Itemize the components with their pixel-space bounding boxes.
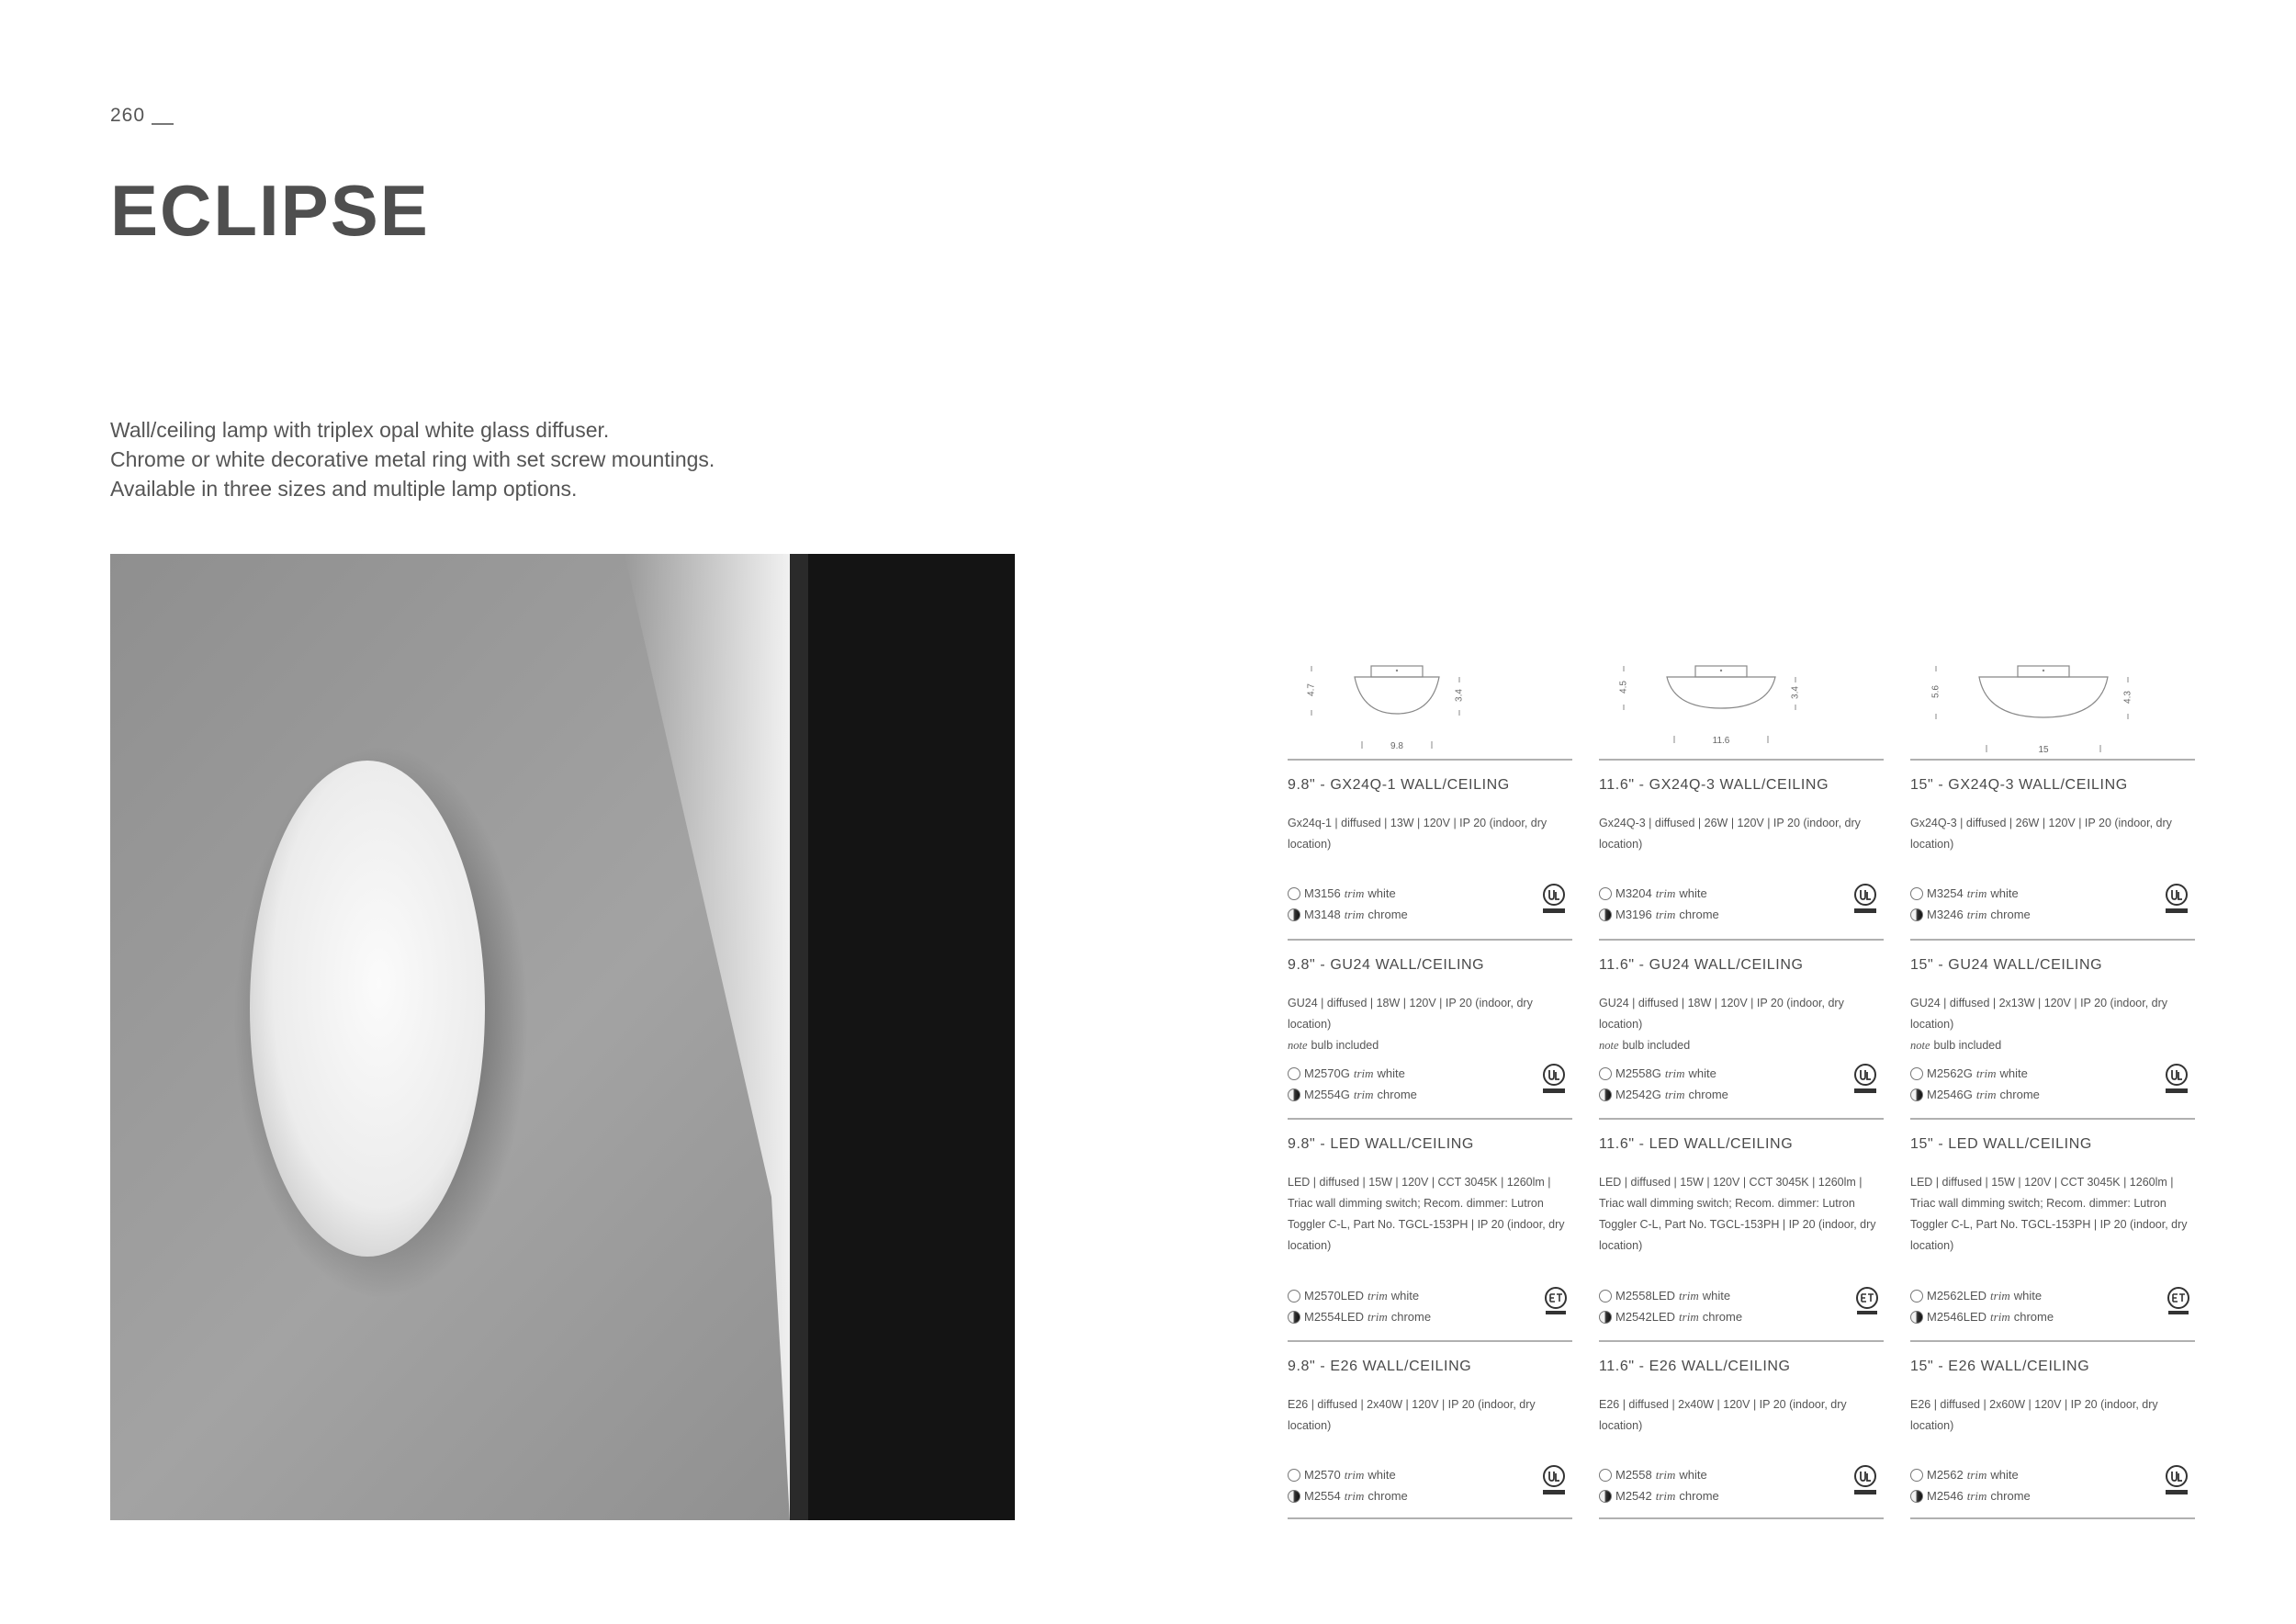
variant-chrome <box>1910 904 2195 925</box>
model-code: M2546 <box>1927 1489 1964 1503</box>
variant-white <box>1288 1063 1572 1084</box>
dimension-glass-height: 4.3 <box>2122 691 2133 704</box>
trim-label: trim <box>1990 1289 2010 1303</box>
dimension-total-height: 5.6 <box>1930 685 1941 698</box>
spec-section <box>1288 939 1572 1101</box>
model-code: M2546LED <box>1927 1310 1987 1324</box>
white-finish-swatch-icon <box>1599 887 1612 900</box>
trim-label: trim <box>1966 908 1987 921</box>
finish-label: chrome <box>1688 1088 1728 1101</box>
spec-section <box>1910 759 2195 921</box>
variant-chrome <box>1288 904 1572 925</box>
finish-label: chrome <box>2013 1310 2054 1324</box>
trim-label: trim <box>1990 1310 2010 1324</box>
chrome-finish-swatch-icon <box>1599 1311 1612 1324</box>
note-text: bulb included <box>1933 1039 2002 1052</box>
spec-description-text: LED | diffused | 15W | 120V | CCT 3045K | 1260lm | Triac wall dimming switch; Recom. dimmer: Lutron Toggler C-L, Part No. TGCL-153PH | IP 20 (indoor, dry location) <box>1599 1176 1876 1252</box>
finish-label: chrome <box>1679 908 1719 921</box>
variant-chrome <box>1910 1306 2195 1327</box>
variant-chrome <box>1599 1485 1884 1506</box>
white-finish-swatch-icon <box>1599 1067 1612 1080</box>
variant-white <box>1910 1464 2195 1485</box>
finish-label: chrome <box>1390 1310 1432 1324</box>
trim-label: trim <box>1975 1088 1997 1101</box>
model-code: M2546G <box>1927 1088 1973 1101</box>
white-finish-swatch-icon <box>1910 1290 1923 1303</box>
spec-description <box>1599 813 1884 855</box>
variant-list <box>1910 1285 2195 1327</box>
variant-white <box>1288 1285 1572 1306</box>
spec-title: 9.8" - GX24Q-1 WALL/CEILING <box>1288 777 1510 793</box>
etl-intertek-icon <box>1849 1285 1882 1321</box>
variant-chrome <box>1910 1084 2195 1105</box>
model-code: M2562 <box>1927 1468 1964 1482</box>
lamp-profile-icon <box>1598 648 1801 749</box>
model-code: M2542G <box>1615 1088 1661 1101</box>
finish-label: white <box>1390 1289 1420 1303</box>
column-bottom-rule <box>1288 1517 1572 1519</box>
finish-label: white <box>2013 1289 2043 1303</box>
trim-label: trim <box>1966 1468 1987 1482</box>
dimension-drawing <box>1910 648 2133 755</box>
dimension-drawing <box>1286 648 1479 749</box>
note-text: bulb included <box>1622 1039 1691 1052</box>
model-code: M3196 <box>1615 908 1652 921</box>
variant-list <box>1910 1464 2195 1506</box>
finish-label: chrome <box>1679 1489 1719 1503</box>
model-code: M2542LED <box>1615 1310 1676 1324</box>
spec-section <box>1910 1340 2195 1503</box>
ul-listed-icon <box>1849 883 1882 919</box>
ul-listed-icon <box>1537 883 1570 919</box>
spec-description <box>1910 1394 2195 1437</box>
spec-description-text: GU24 | diffused | 2x13W | 120V | IP 20 (indoor, dry location) <box>1910 997 2168 1031</box>
ul-listed-icon <box>2160 1063 2193 1099</box>
spec-description-text: LED | diffused | 15W | 120V | CCT 3045K | 1260lm | Triac wall dimming switch; Recom. dimmer: Lutron Toggler C-L, Part No. TGCL-153PH | IP 20 (indoor, dry location) <box>1910 1176 2188 1252</box>
page-title: ECLIPSE <box>110 170 430 251</box>
intro-line: Chrome or white decorative metal ring with set screw mountings. <box>110 447 715 471</box>
model-code: M2554G <box>1304 1088 1350 1101</box>
trim-label: trim <box>1679 1310 1699 1324</box>
model-code: M3156 <box>1304 886 1341 900</box>
spec-description-text: Gx24Q-3 | diffused | 26W | 120V | IP 20 (indoor, dry location) <box>1910 817 2172 851</box>
spec-description-text: E26 | diffused | 2x60W | 120V | IP 20 (indoor, dry location) <box>1910 1398 2158 1432</box>
variant-white <box>1599 1285 1884 1306</box>
spec-description <box>1288 813 1572 855</box>
variant-list <box>1910 1063 2195 1105</box>
finish-label: white <box>1367 1468 1396 1482</box>
model-code: M3204 <box>1615 886 1652 900</box>
variant-white <box>1910 1063 2195 1084</box>
ul-listed-icon <box>1537 1063 1570 1099</box>
ul-listed-icon <box>1849 1063 1882 1099</box>
trim-label: trim <box>1344 1468 1365 1482</box>
dimension-width: 15 <box>2038 745 2049 755</box>
ul-mark-icon <box>1850 883 1881 914</box>
chrome-finish-swatch-icon <box>1288 908 1300 921</box>
finish-label: white <box>1367 886 1396 900</box>
variant-list <box>1288 1464 1572 1506</box>
spec-description <box>1599 1172 1884 1257</box>
ul-mark-icon <box>2161 1063 2192 1094</box>
ul-mark-icon <box>1850 1464 1881 1495</box>
dimension-glass-height: 3.4 <box>1790 686 1801 699</box>
intro-line: Available in three sizes and multiple lamp options. <box>110 477 578 501</box>
etl-intertek-icon <box>1537 1285 1570 1321</box>
ul-listed-icon <box>1849 1464 1882 1500</box>
white-finish-swatch-icon <box>1288 1290 1300 1303</box>
white-finish-swatch-icon <box>1910 887 1923 900</box>
trim-label: trim <box>1655 908 1676 921</box>
dimension-width: 9.8 <box>1390 741 1403 751</box>
spec-section <box>1599 1340 1884 1503</box>
page-number-rule <box>152 123 174 125</box>
variant-white <box>1599 883 1884 904</box>
model-code: M2562LED <box>1927 1289 1987 1303</box>
variant-chrome <box>1288 1485 1572 1506</box>
finish-label: chrome <box>1377 1088 1417 1101</box>
spec-section <box>1910 939 2195 1101</box>
variant-white <box>1288 1464 1572 1485</box>
variant-chrome <box>1599 1084 1884 1105</box>
variant-chrome <box>1288 1084 1572 1105</box>
variant-chrome <box>1910 1485 2195 1506</box>
spec-title: 15" - GU24 WALL/CEILING <box>1910 957 2103 973</box>
trim-label: trim <box>1353 1066 1374 1080</box>
spec-title: 9.8" - GU24 WALL/CEILING <box>1288 957 1485 973</box>
finish-label: chrome <box>1702 1310 1743 1324</box>
spec-section <box>1910 1118 2195 1324</box>
ul-mark-icon <box>2161 883 2192 914</box>
spec-description-text: Gx24q-1 | diffused | 13W | 120V | IP 20 (indoor, dry location) <box>1288 817 1548 851</box>
white-finish-swatch-icon <box>1910 1067 1923 1080</box>
finish-label: white <box>1990 886 2019 900</box>
column-bottom-rule <box>1599 1517 1884 1519</box>
finish-label: white <box>1679 1468 1707 1482</box>
model-code: M3148 <box>1304 908 1341 921</box>
white-finish-swatch-icon <box>1599 1290 1612 1303</box>
trim-label: trim <box>1655 1468 1676 1482</box>
spec-description <box>1288 1394 1572 1437</box>
finish-label: white <box>1702 1289 1731 1303</box>
variant-chrome <box>1599 904 1884 925</box>
lamp-profile-icon <box>1286 648 1479 749</box>
finish-label: white <box>1377 1066 1405 1080</box>
chrome-finish-swatch-icon <box>1910 908 1923 921</box>
etl-mark-icon <box>1849 1285 1885 1316</box>
white-finish-swatch-icon <box>1599 1469 1612 1482</box>
note-label: note <box>1599 1039 1619 1052</box>
model-code: M2558 <box>1615 1468 1652 1482</box>
variant-white <box>1599 1464 1884 1485</box>
ul-mark-icon <box>1538 883 1570 914</box>
chrome-finish-swatch-icon <box>1910 1311 1923 1324</box>
spec-description <box>1599 1394 1884 1437</box>
chrome-finish-swatch-icon <box>1288 1311 1300 1324</box>
dimension-drawing <box>1598 648 1801 749</box>
model-code: M2570 <box>1304 1468 1341 1482</box>
spec-section <box>1288 1340 1572 1503</box>
finish-label: white <box>1990 1468 2019 1482</box>
trim-label: trim <box>1344 1489 1365 1503</box>
dimension-width: 11.6 <box>1712 736 1730 746</box>
model-code: M3246 <box>1927 908 1964 921</box>
chrome-finish-swatch-icon <box>1288 1490 1300 1503</box>
finish-label: chrome <box>1367 1489 1408 1503</box>
spec-section <box>1599 759 1884 921</box>
variant-list <box>1288 883 1572 925</box>
trim-label: trim <box>1367 1310 1388 1324</box>
trim-label: trim <box>1664 1066 1685 1080</box>
dimension-total-height: 4.7 <box>1306 683 1317 696</box>
finish-label: chrome <box>1367 908 1408 921</box>
model-code: M2558LED <box>1615 1289 1676 1303</box>
finish-label: white <box>1688 1066 1716 1080</box>
ul-listed-icon <box>1537 1464 1570 1500</box>
chrome-finish-swatch-icon <box>1599 1490 1612 1503</box>
intro-line: Wall/ceiling lamp with triplex opal white glass diffuser. <box>110 418 610 442</box>
model-code: M3254 <box>1927 886 1964 900</box>
page-number: 260 <box>110 105 146 126</box>
dimension-total-height: 4.5 <box>1618 681 1629 694</box>
finish-label: chrome <box>1990 908 2031 921</box>
spec-title: 11.6" - GU24 WALL/CEILING <box>1599 957 1804 973</box>
finish-label: white <box>1999 1066 2028 1080</box>
ul-listed-icon <box>2160 1464 2193 1500</box>
trim-label: trim <box>1966 1489 1987 1503</box>
spec-description <box>1599 993 1884 1056</box>
finish-label: white <box>1679 886 1707 900</box>
spec-section <box>1288 1118 1572 1324</box>
trim-label: trim <box>1679 1289 1699 1303</box>
chrome-finish-swatch-icon <box>1910 1088 1923 1101</box>
etl-mark-icon <box>2160 1285 2197 1316</box>
white-finish-swatch-icon <box>1288 887 1300 900</box>
variant-list <box>1599 1285 1884 1327</box>
product-photo <box>110 554 1015 1520</box>
model-code: M2554 <box>1304 1489 1341 1503</box>
model-code: M2562G <box>1927 1066 1973 1080</box>
variant-chrome <box>1599 1306 1884 1327</box>
trim-label: trim <box>1664 1088 1685 1101</box>
spec-title: 15" - E26 WALL/CEILING <box>1910 1359 2090 1374</box>
spec-description <box>1910 1172 2195 1257</box>
variant-chrome <box>1288 1306 1572 1327</box>
spec-title: 11.6" - LED WALL/CEILING <box>1599 1136 1794 1152</box>
trim-label: trim <box>1655 1489 1676 1503</box>
eclipse-lamp-photo <box>110 554 1015 1520</box>
spec-title: 15" - GX24Q-3 WALL/CEILING <box>1910 777 2128 793</box>
model-code: M2558G <box>1615 1066 1661 1080</box>
spec-description-text: GU24 | diffused | 18W | 120V | IP 20 (indoor, dry location) <box>1599 997 1844 1031</box>
note-label: note <box>1288 1039 1308 1052</box>
white-finish-swatch-icon <box>1288 1469 1300 1482</box>
trim-label: trim <box>1966 886 1987 900</box>
white-finish-swatch-icon <box>1288 1067 1300 1080</box>
trim-label: trim <box>1344 908 1365 921</box>
intro-text <box>110 415 715 503</box>
spec-title: 11.6" - E26 WALL/CEILING <box>1599 1359 1791 1374</box>
variant-list <box>1599 1464 1884 1506</box>
variant-white <box>1910 883 2195 904</box>
variant-list <box>1599 1063 1884 1105</box>
trim-label: trim <box>1975 1066 1997 1080</box>
spec-description <box>1288 1172 1572 1257</box>
note-label: note <box>1910 1039 1930 1052</box>
model-code: M2570LED <box>1304 1289 1365 1303</box>
chrome-finish-swatch-icon <box>1599 1088 1612 1101</box>
spec-title: 11.6" - GX24Q-3 WALL/CEILING <box>1599 777 1829 793</box>
spec-title: 9.8" - E26 WALL/CEILING <box>1288 1359 1472 1374</box>
chrome-finish-swatch-icon <box>1288 1088 1300 1101</box>
trim-label: trim <box>1353 1088 1374 1101</box>
lamp-profile-icon <box>1910 648 2133 755</box>
ul-listed-icon <box>2160 883 2193 919</box>
spec-description <box>1288 993 1572 1056</box>
ul-mark-icon <box>2161 1464 2192 1495</box>
chrome-finish-swatch-icon <box>1599 908 1612 921</box>
ul-mark-icon <box>1850 1063 1881 1094</box>
spec-description <box>1910 993 2195 1056</box>
spec-section <box>1599 939 1884 1101</box>
variant-white <box>1288 883 1572 904</box>
note-text: bulb included <box>1311 1039 1379 1052</box>
model-code: M2542 <box>1615 1489 1652 1503</box>
spec-description-text: Gx24Q-3 | diffused | 26W | 120V | IP 20 (indoor, dry location) <box>1599 817 1861 851</box>
etl-intertek-icon <box>2160 1285 2193 1321</box>
chrome-finish-swatch-icon <box>1910 1490 1923 1503</box>
spec-section <box>1599 1118 1884 1324</box>
variant-list <box>1288 1285 1572 1327</box>
spec-description <box>1910 813 2195 855</box>
variant-white <box>1599 1063 1884 1084</box>
white-finish-swatch-icon <box>1910 1469 1923 1482</box>
finish-label: chrome <box>1990 1489 2031 1503</box>
etl-mark-icon <box>1537 1285 1574 1316</box>
dimension-glass-height: 3.4 <box>1454 689 1465 702</box>
spec-title: 9.8" - LED WALL/CEILING <box>1288 1136 1474 1152</box>
variant-white <box>1910 1285 2195 1306</box>
model-code: M2554LED <box>1304 1310 1365 1324</box>
trim-label: trim <box>1367 1289 1388 1303</box>
variant-list <box>1288 1063 1572 1105</box>
spec-description-text: GU24 | diffused | 18W | 120V | IP 20 (indoor, dry location) <box>1288 997 1533 1031</box>
spec-section <box>1288 759 1572 921</box>
trim-label: trim <box>1344 886 1365 900</box>
trim-label: trim <box>1655 886 1676 900</box>
spec-description-text: E26 | diffused | 2x40W | 120V | IP 20 (indoor, dry location) <box>1288 1398 1536 1432</box>
column-bottom-rule <box>1910 1517 2195 1519</box>
ul-mark-icon <box>1538 1063 1570 1094</box>
variant-list <box>1599 883 1884 925</box>
spec-description-text: LED | diffused | 15W | 120V | CCT 3045K | 1260lm | Triac wall dimming switch; Recom. dimmer: Lutron Toggler C-L, Part No. TGCL-153PH | IP 20 (indoor, dry location) <box>1288 1176 1565 1252</box>
spec-title: 15" - LED WALL/CEILING <box>1910 1136 2092 1152</box>
finish-label: chrome <box>1999 1088 2040 1101</box>
variant-list <box>1910 883 2195 925</box>
model-code: M2570G <box>1304 1066 1350 1080</box>
spec-description-text: E26 | diffused | 2x40W | 120V | IP 20 (indoor, dry location) <box>1599 1398 1847 1432</box>
ul-mark-icon <box>1538 1464 1570 1495</box>
